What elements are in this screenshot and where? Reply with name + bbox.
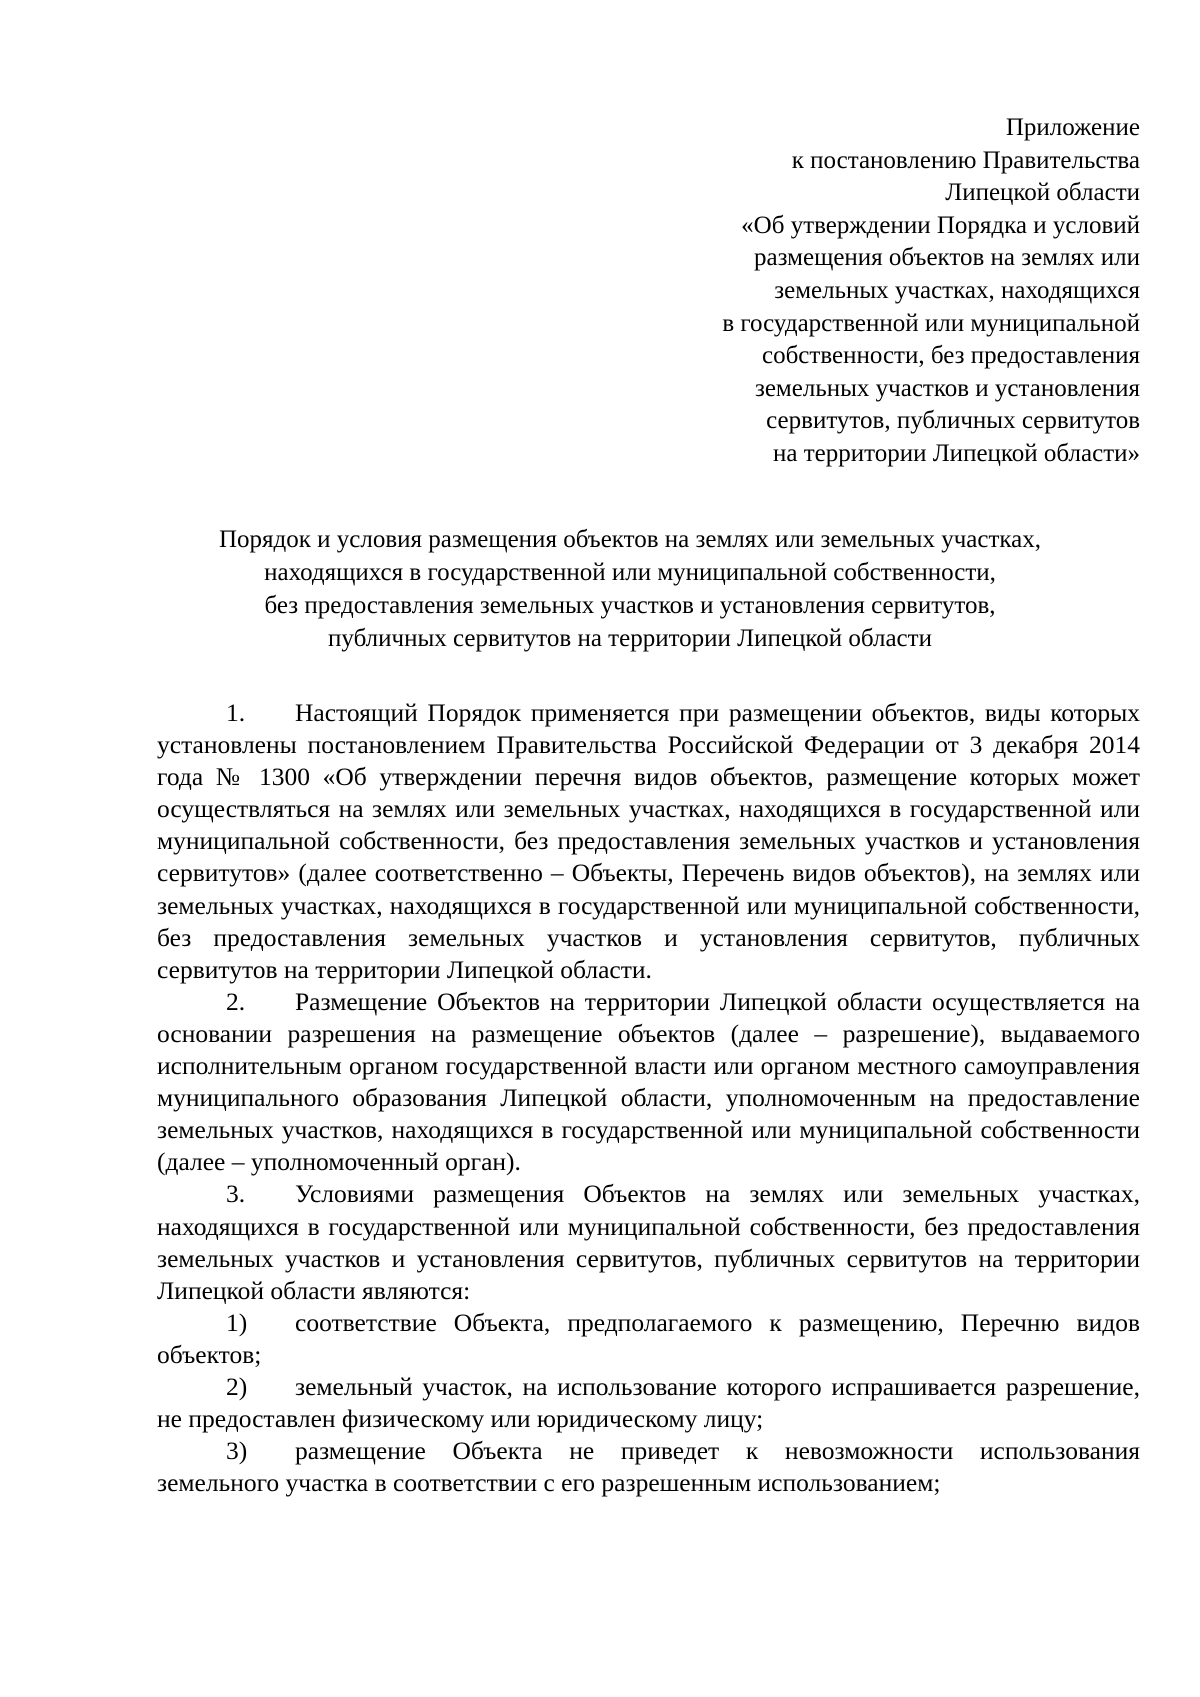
document-body <box>157 697 1140 1499</box>
sub-item-2 <box>157 1371 1140 1435</box>
sub-item-text: размещение Объекта не приведет к невозможности использования земельного участка в соответствии с его разрешенным использованием; <box>157 1436 1140 1498</box>
sub-item-text: земельный участок, на использование которого испрашивается разрешение, не предоставлен физическому или юридическому лицу; <box>157 1371 1140 1434</box>
annex-header-line: Приложение <box>1005 114 1140 141</box>
paragraph-2 <box>157 986 1140 1179</box>
paragraph-number: 3. <box>226 1179 246 1209</box>
annex-header-line: Липецкой области <box>945 179 1140 207</box>
sub-item-number: 2) <box>226 1371 248 1401</box>
document-title-line: Порядок и условия размещения объектов на землях или земельных участках, <box>219 526 1041 553</box>
sub-item-text: соответствие Объекта, предполагаемого к размещению, Перечню видов объектов; <box>157 1307 1140 1369</box>
document-title-line: без предоставления земельных участков и установления сервитутов, <box>264 592 996 619</box>
sub-item-number: 3) <box>226 1436 248 1466</box>
annex-header-line: земельных участков и установления <box>754 374 1140 402</box>
annex-header-line: «Об утверждении Порядка и условий <box>741 211 1140 239</box>
paragraph-1 <box>157 697 1140 986</box>
paragraph-text: Условиями размещения Объектов на землях или земельных участках, находящихся в государственной или муниципальной собственности, без предоставления земельных участков и установления сервитутов, публичных сервитутов на территории Липецкой области являются: <box>157 1179 1140 1305</box>
sub-item-number: 1) <box>226 1307 248 1337</box>
paragraph-text: Настоящий Порядок применяется при размещении объектов, виды которых установлены постановлением Правительства Российской Федерации от 3 декабря 2014 года № 1300 «Об утверждении перечня видов объектов, размещение которых может осуществляться на землях или земельных участках, находящихся в государственной или муниципальной собственности, без предоставления земельных участков и установления сервитутов» (далее соответственно – Объекты, Перечень видов объектов), на землях или земельных участках, находящихся в государственной или муниципальной собственности, без предоставления земельных участков и установления сервитутов, публичных сервитутов на территории Липецкой области. <box>157 698 1140 984</box>
document-title-line: публичных сервитутов на территории Липецкой области <box>328 625 932 652</box>
annex-header-line: в государственной или муниципальной <box>722 309 1140 337</box>
document-title <box>120 523 1140 655</box>
annex-header-line: сервитутов, публичных сервитутов <box>766 407 1140 435</box>
sub-item-1 <box>157 1307 1140 1371</box>
annex-header-line: размещения объектов на землях или <box>754 244 1140 272</box>
annex-header-line: собственности, без предоставления <box>761 342 1140 370</box>
paragraph-3 <box>157 1178 1140 1306</box>
document-title-line: находящихся в государственной или муниципальной собственности, <box>264 559 996 586</box>
annex-header-line: на территории Липецкой области» <box>773 439 1140 467</box>
paragraph-number: 2. <box>226 986 246 1016</box>
paragraph-number: 1. <box>226 698 246 727</box>
paragraph-text: Размещение Объектов на территории Липецкой области осуществляется на основании разрешения на размещение объектов (далее – разрешение), выдаваемого исполнительным органом государственной власти или органом местного самоуправления муниципального образования Липецкой области, уполномоченным на предоставление земельных участков, находящихся в государственной или муниципальной собственности (далее – уполномоченный орган). <box>157 986 1140 1177</box>
annex-header-line: земельных участках, находящихся <box>774 276 1140 304</box>
sub-item-3 <box>157 1435 1140 1499</box>
annex-header-line: к постановлению Правительства <box>791 146 1140 174</box>
annex-header <box>580 112 1140 471</box>
